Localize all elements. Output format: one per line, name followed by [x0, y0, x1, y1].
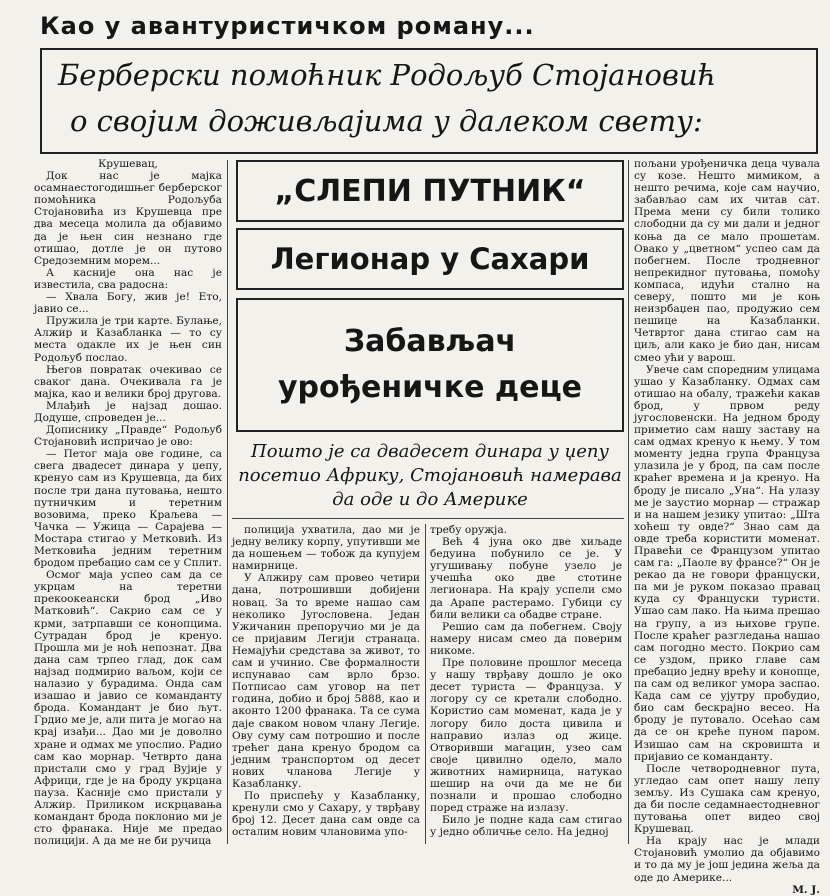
column-divider	[425, 524, 426, 844]
paragraph: полиција ухватила, дао ми је једну велику корпу, упутивши ме да ношењем — тобож да купујем намирнице.	[232, 524, 420, 573]
headline-box-3-line1: Забављач	[343, 324, 517, 359]
paragraph: У Алжиру сам провео четири дана, потрошивши добијени новац. За то време нашао сам неколико Југословена. Један Ужичанин препоручио ми је да се пријавим Легији странаца. Немајући средстава за живот, то сам и учинио. Све формалности испунавао сам врло брзо. Потписао сам уговор на пет година, добио и број 5888, као и аконто 1200 франака. Та се сума даје сваком новом члану Легије. Ову суму сам потрошио и после трећег дана кренуо бродом са једним транспортом од десет нових чланова Легије у Казабланку.	[232, 572, 420, 790]
deck-rule	[232, 518, 624, 519]
paragraph: пољани урођеничка деца чувала су козе. Нешто мимиком, а нешто речима, које сам научио, забављао сам их читав сат. Према мени су били толико слободни да су ми дали и једног коња да се мало прошетам. Овако у „цветном“ успео сам да побегнем. После тродневног непрекидног путовања, помоћу компаса, идући стално на северу, пошто ми је коњ неизрбаџен пао, продужио сем пешице на Казабланки. Четвртог дана стигао сам на циљ, али како је био дан, нисам смео ући у варош.	[634, 158, 820, 364]
column-divider	[628, 160, 629, 844]
article-column-1	[34, 158, 222, 848]
paragraph: Дописнику „Правде“ Родољуб Стојановић испричао је ово:	[34, 424, 222, 449]
deck-subheading: Пошто је са двадесет динара у џепу посетио Африку, Стојановић намерава да оде и до Америке	[238, 441, 622, 510]
paragraph: Његов повратак очекивао се сваког дана. Очекивала га је мајка, као и велики број другова.	[34, 363, 222, 400]
paragraph: На крају нас је млади Стојановић умолио да објавимо и то да му је још једина жеља да оде до Америке...	[634, 835, 820, 884]
article-column-2	[232, 524, 420, 844]
paragraph: — Хвала Богу, жив је! Ето, јавио се...	[34, 291, 222, 316]
column-divider	[227, 160, 228, 844]
paragraph: А касније она нас је известила, сва радосна:	[34, 266, 222, 291]
paragraph: Осмог маја успео сам да се укрцам на теретни прекоокеански брод „Иво Матковић“. Сакрио сам се у крми, затрпавши се конопцима. Сутрадан брод је кренуо. Прошла ми је ноћ непознат. Два дана сам трпео глад, док сам најзад подмирио ваљом, који се налазио у бурадима. Онда сам изашао и јавио се команданту брода. Командант је био љут. Грдио ме је, али пита је могао на крај изађи... Дао ми је доволно хране и одмах ме упослио. Радио сам као морнар. Четврто дана пристали смо у град Вујије у Африци, где је на броду укрцана пауза. Касније смо пристали у Алжир. Приликом искрцавања командант брода поклонио ми је сто франака. Није ме предао полицији. А да ме не би ручица	[34, 569, 222, 848]
paragraph: Пре половине прошлог месеца у нашу тврђаву дошло је око десет туриста — Француза. У логору су се кретали слободно. Користио сам моменат, када је у логору било доста цивила и направио излаз од жице. Отворивши магацин, узео сам своје цивилно одело, мало животних намирница, натукао шешир на очи да ме не би познали и прошао слободно поред страже на излазу.	[430, 657, 622, 815]
paragraph: Пружила је три карте. Булање, Алжир и Казабланка — то су места одакле их је њен син Родољуб послао.	[34, 315, 222, 364]
paragraph: Млађић је најзад дошао. Додуше, спроведен је...	[34, 399, 222, 424]
paragraph: Већ 4 јуна око две хиљаде бедуина побунило се је. У угушивању побуне узело је учешћа око две стотине легионара. На крају успели смо да Арапе растерамо. Губици су били велики са обадве стране.	[430, 536, 622, 621]
headline-box-3-line2: урођеничке деце	[277, 370, 583, 405]
article-column-3	[430, 524, 622, 844]
paragraph: Било је подне када сам стигао у једно обличње село. На једној	[430, 814, 622, 839]
article-column-4	[634, 158, 820, 896]
paragraph: Крушевац,	[98, 158, 158, 170]
main-title-line1: Берберски помоћник Родољуб Стојановић	[58, 58, 717, 92]
paragraph: Решио сам да побегнем. Своју намеру нисам смео да поверим никоме.	[430, 620, 622, 657]
paragraph: По приспећу у Казабланку, кренули смо у Сахару, у тврђаву број 12. Десет дана сам овде са осталим новим члановима упо-	[232, 790, 420, 839]
headline-box-2: Легионар у Сахари	[236, 228, 624, 290]
kicker-headline: Као у авантуристичком роману...	[40, 12, 535, 40]
paragraph: После четвородневног пута, угледао сам опет нашу лепу земљу. Из Сушака сам кренуо, да би после седамнаестодневног путовања опет видео свој Крушевац.	[634, 762, 820, 836]
headline-box-1: „СЛЕПИ ПУТНИК“	[236, 160, 624, 222]
headline-box-3	[236, 298, 624, 432]
paragraph: Док нас је мајка осамнаестогодишњег берберског помоћника Родољуба Стојановића из Крушевца пре два месеца молила да објавимо да је њен син незнано где отишао, дотле је он путово Средоземним морем...	[34, 170, 222, 267]
paragraph: — Петог маја ове године, са свега двадесет динара у џепу, кренуо сам из Крушевца, да бих после три дана путовања, нешто путничким и теретним возовима, преко Краљева — Чачка — Ужица — Сарајева — Мостара стигао у Метковић. Из Метковића једним теретним бродом пребацио сам се у Сплит.	[34, 448, 222, 570]
main-title-line2: о својим доживљајима у далеком свету:	[70, 104, 703, 138]
paragraph: Увече сам споредним улицама ушао у Казабланку. Одмах сам отишао на обалу, тражећи какав брод, у првом реду југословенски. На једном броду приметио сам нашу заставу на сам одмах кренуо к њему. У том моменту једна група Француза улазила је у брод, па сам после краћег времена и ја кренуо. На броду је писало „Уна“. На улазу ме је заустио морнар — стражар и на нашем језику упитао: „Шта хоћеш ту овде?“ Знао сам да овде треба користити моменат. Правећи се Французом упитао сам га: „Паоле ву франсе?“ Он је рекао да не говори француски, па ми је руком показао правац куда су Француски туристи. Ушао сам лако. На њима прешао на групу, а из њихове групе. После краћег разгледања нашао сам погодно место. Покрио сам се уздом, прико главе сам пребацио једну врећу и конопце, па сам од великог умора заспао. Када сам се ујутру пробудио, био сам бескрајно весео. На броду је путовало. Осећао сам да се он креће пуном паром. Изишао сам на скровишта и пријавио се команданту.	[634, 363, 820, 763]
paragraph: требу оружја.	[430, 524, 507, 536]
author-signature: М. Ј.	[792, 883, 820, 896]
